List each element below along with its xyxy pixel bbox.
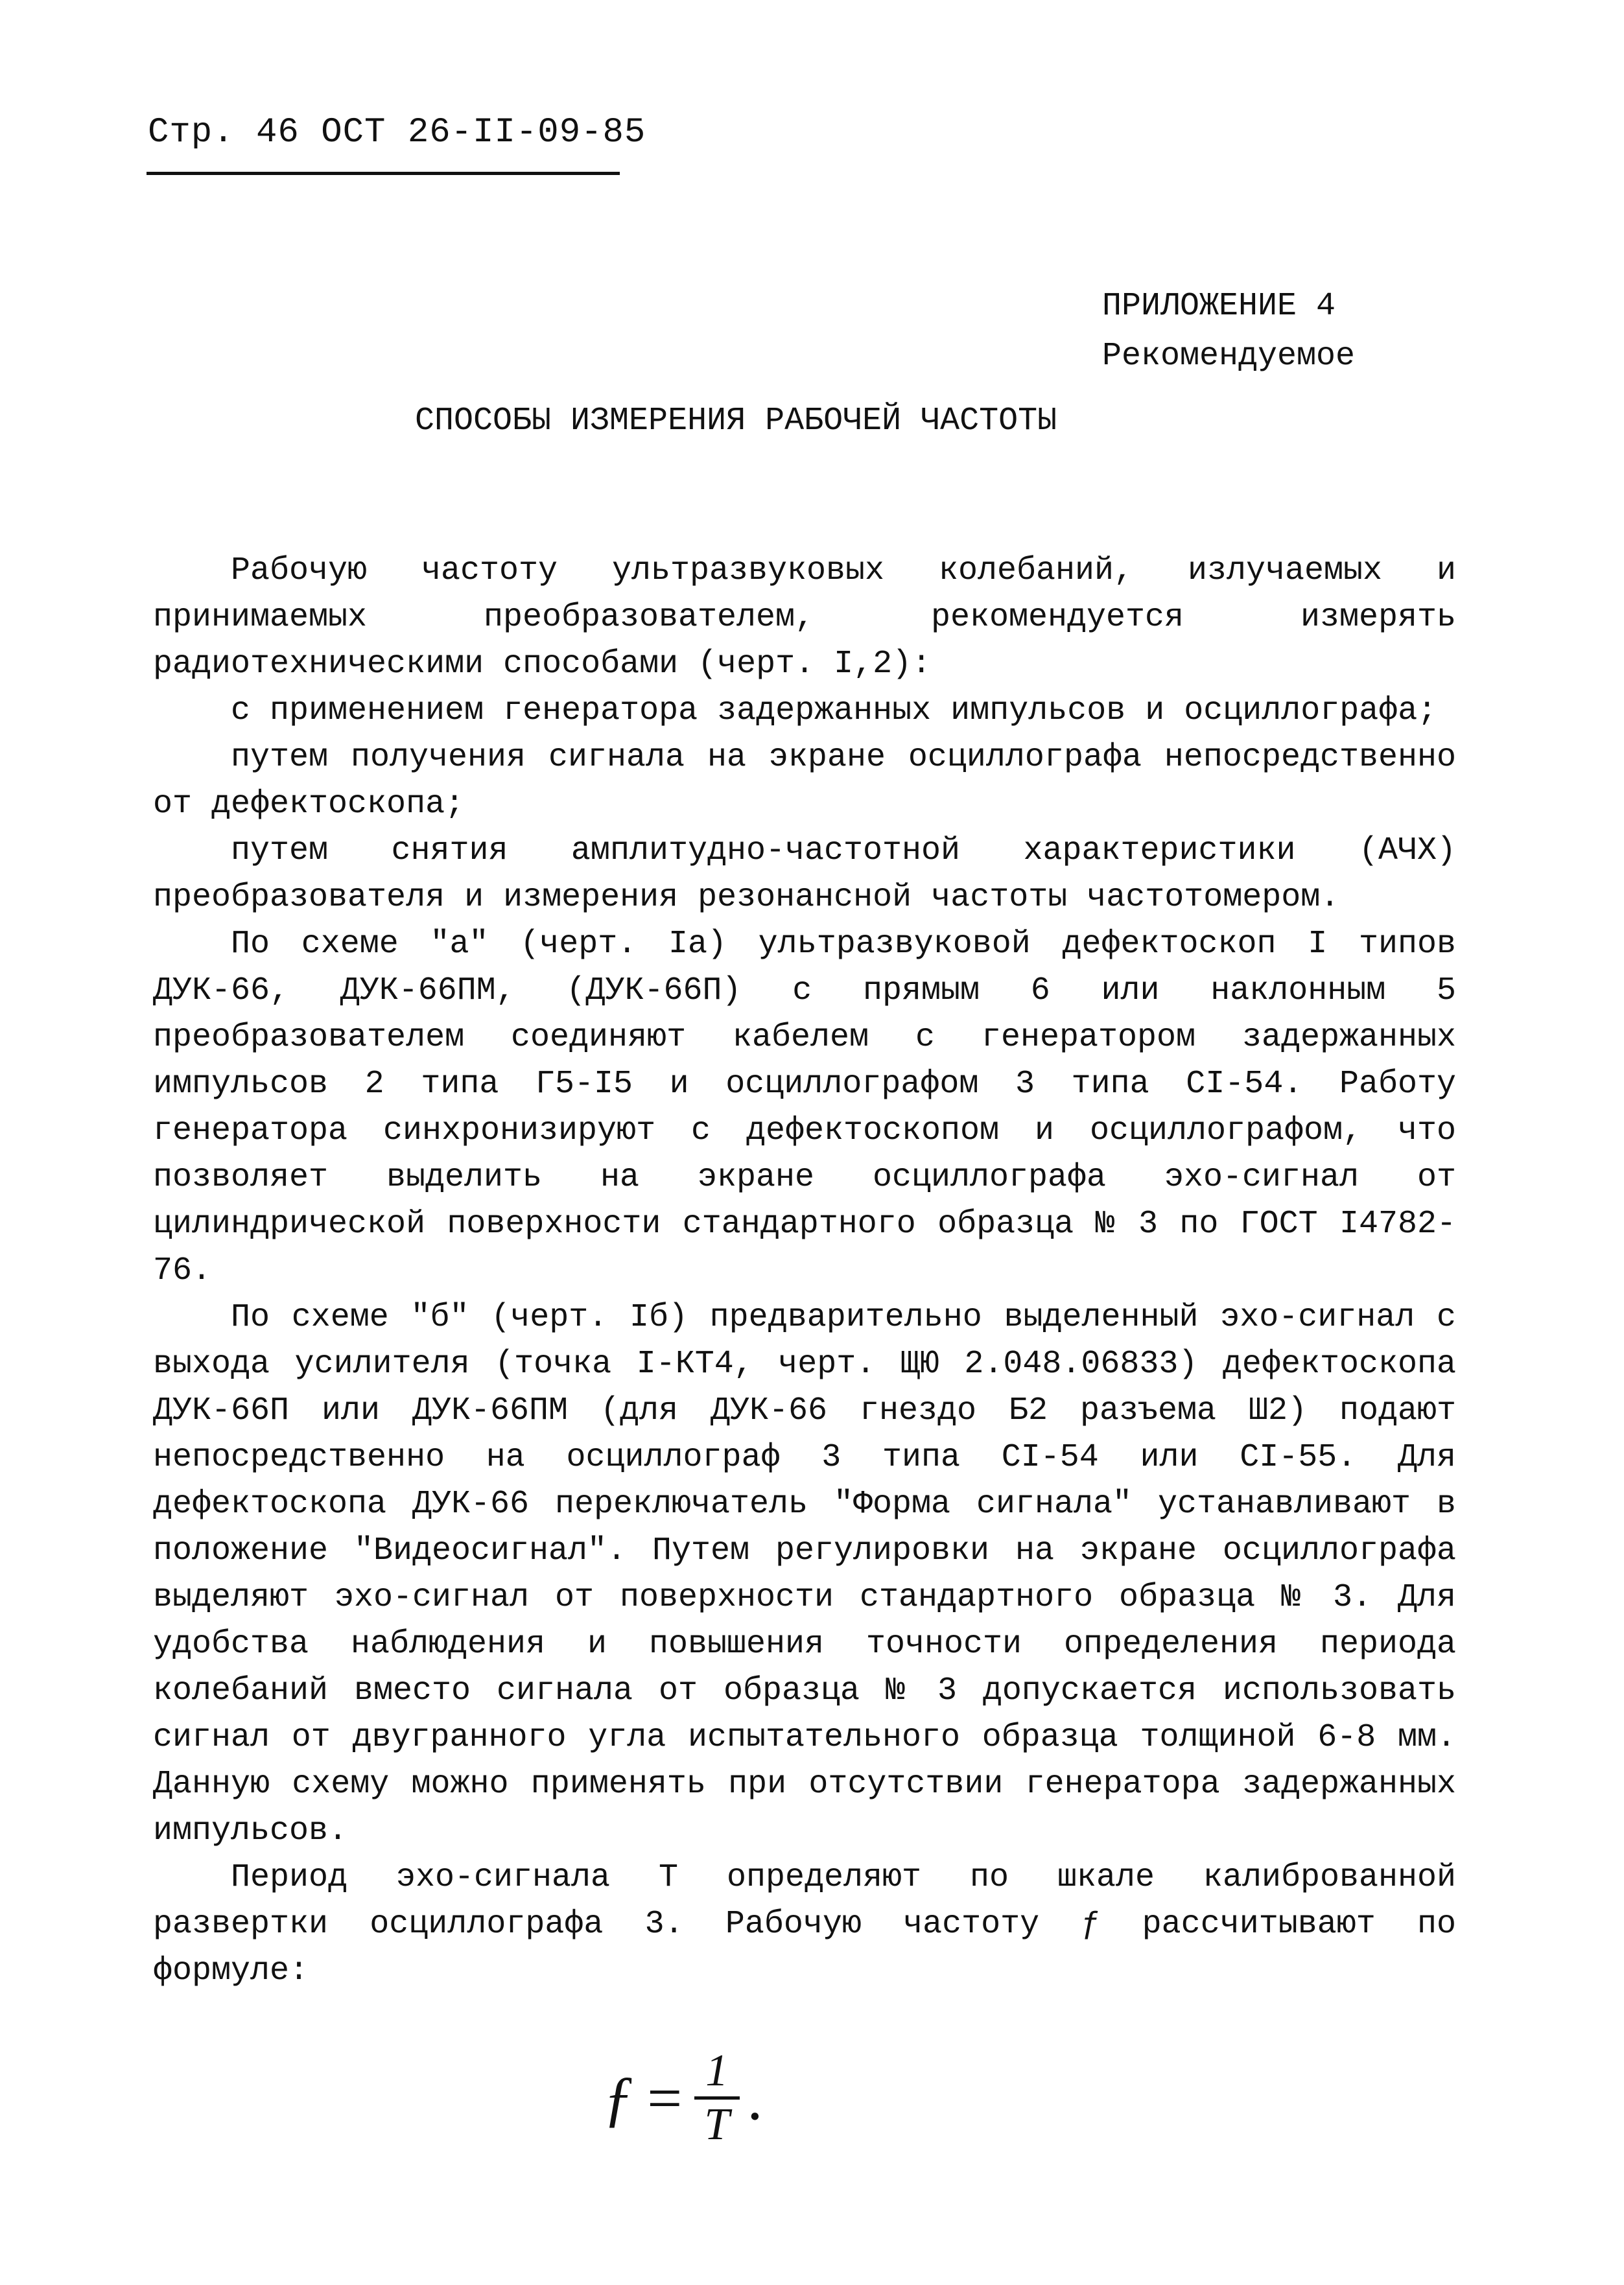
appendix-title: ПРИЛОЖЕНИЕ 4: [1102, 288, 1336, 325]
header-underline: [147, 172, 620, 175]
formula-denominator: T: [704, 2100, 730, 2150]
formula-fraction: [694, 2048, 740, 2148]
formula-lhs: ƒ: [603, 2063, 634, 2133]
frequency-formula: [603, 2048, 764, 2148]
paragraph: Рабочую частоту ультразвуковых колебаний, излучаемых и принимаемых преобразователем, рекомендуется измерять радиотехническими способами (черт. I,2):: [153, 552, 1456, 683]
formula-numerator: 1: [705, 2046, 729, 2096]
paragraph: путем получения сигнала на экране осциллографа непосредственно от дефектоскопа;: [153, 739, 1456, 823]
paragraph: с применением генератора задержанных импульсов и осциллографа;: [231, 692, 1437, 729]
document-heading: СПОСОБЫ ИЗМЕРЕНИЯ РАБОЧЕЙ ЧАСТОТЫ: [415, 403, 1057, 439]
paragraph: путем снятия амплитудно-частотной характеристики (АЧХ) преобразователя и измерения резонансной частоты частотомером.: [153, 832, 1456, 916]
paragraph: По схеме "а" (черт. Iа) ультразвуковой дефектоскоп I типов ДУК-66, ДУК-66ПМ, (ДУК-66П) с прямым 6 или наклонным 5 преобразователем соединяют кабелем с генератором задержанных импульсов 2 типа Г5-I5 и осциллографом 3 типа CI-54. Работу генератора синхронизируют с дефектоскопом и осциллографом, что позволяет выделить на экране осциллографа эхо-сигнал от цилиндрической поверхности стандартного образца № 3 по ГОСТ I4782-76.: [153, 926, 1456, 1289]
paragraph: По схеме "б" (черт. Iб) предварительно выделенный эхо-сигнал с выхода усилителя (точка I-КТ4, черт. ЩЮ 2.048.06833) дефектоскопа ДУК-66П или ДУК-66ПМ (для ДУК-66 гнездо Б2 разъема Ш2) подают непосредственно на осциллограф 3 типа CI-54 или CI-55. Для дефектоскопа ДУК-66 переключатель "Форма сигнала" устанавливают в положение "Видеосигнал". Путем регулировки на экране осциллографа выделяют эхо-сигнал от поверхности стандартного образца № 3. Для удобства наблюдения и повышения точности определения периода колебаний вместо сигнала от образца № 3 допускается использовать сигнал от двугранного угла испытательного образца толщиной 6-8 мм. Данную схему можно применять при отсутствии генератора задержанных импульсов.: [153, 1299, 1456, 1849]
appendix-subtitle: Рекомендуемое: [1102, 338, 1356, 375]
page-header: Стр. 46 ОСТ 26-II-09-85: [148, 113, 646, 152]
paragraph: Период эхо-сигнала Т определяют по шкале калиброванной развертки осциллографа 3. Рабочую частоту ƒ рассчитывают по формуле:: [153, 1859, 1456, 1989]
formula-equals: =: [643, 2063, 685, 2133]
body-text: [153, 548, 1456, 1995]
formula-end: .: [748, 2063, 764, 2133]
